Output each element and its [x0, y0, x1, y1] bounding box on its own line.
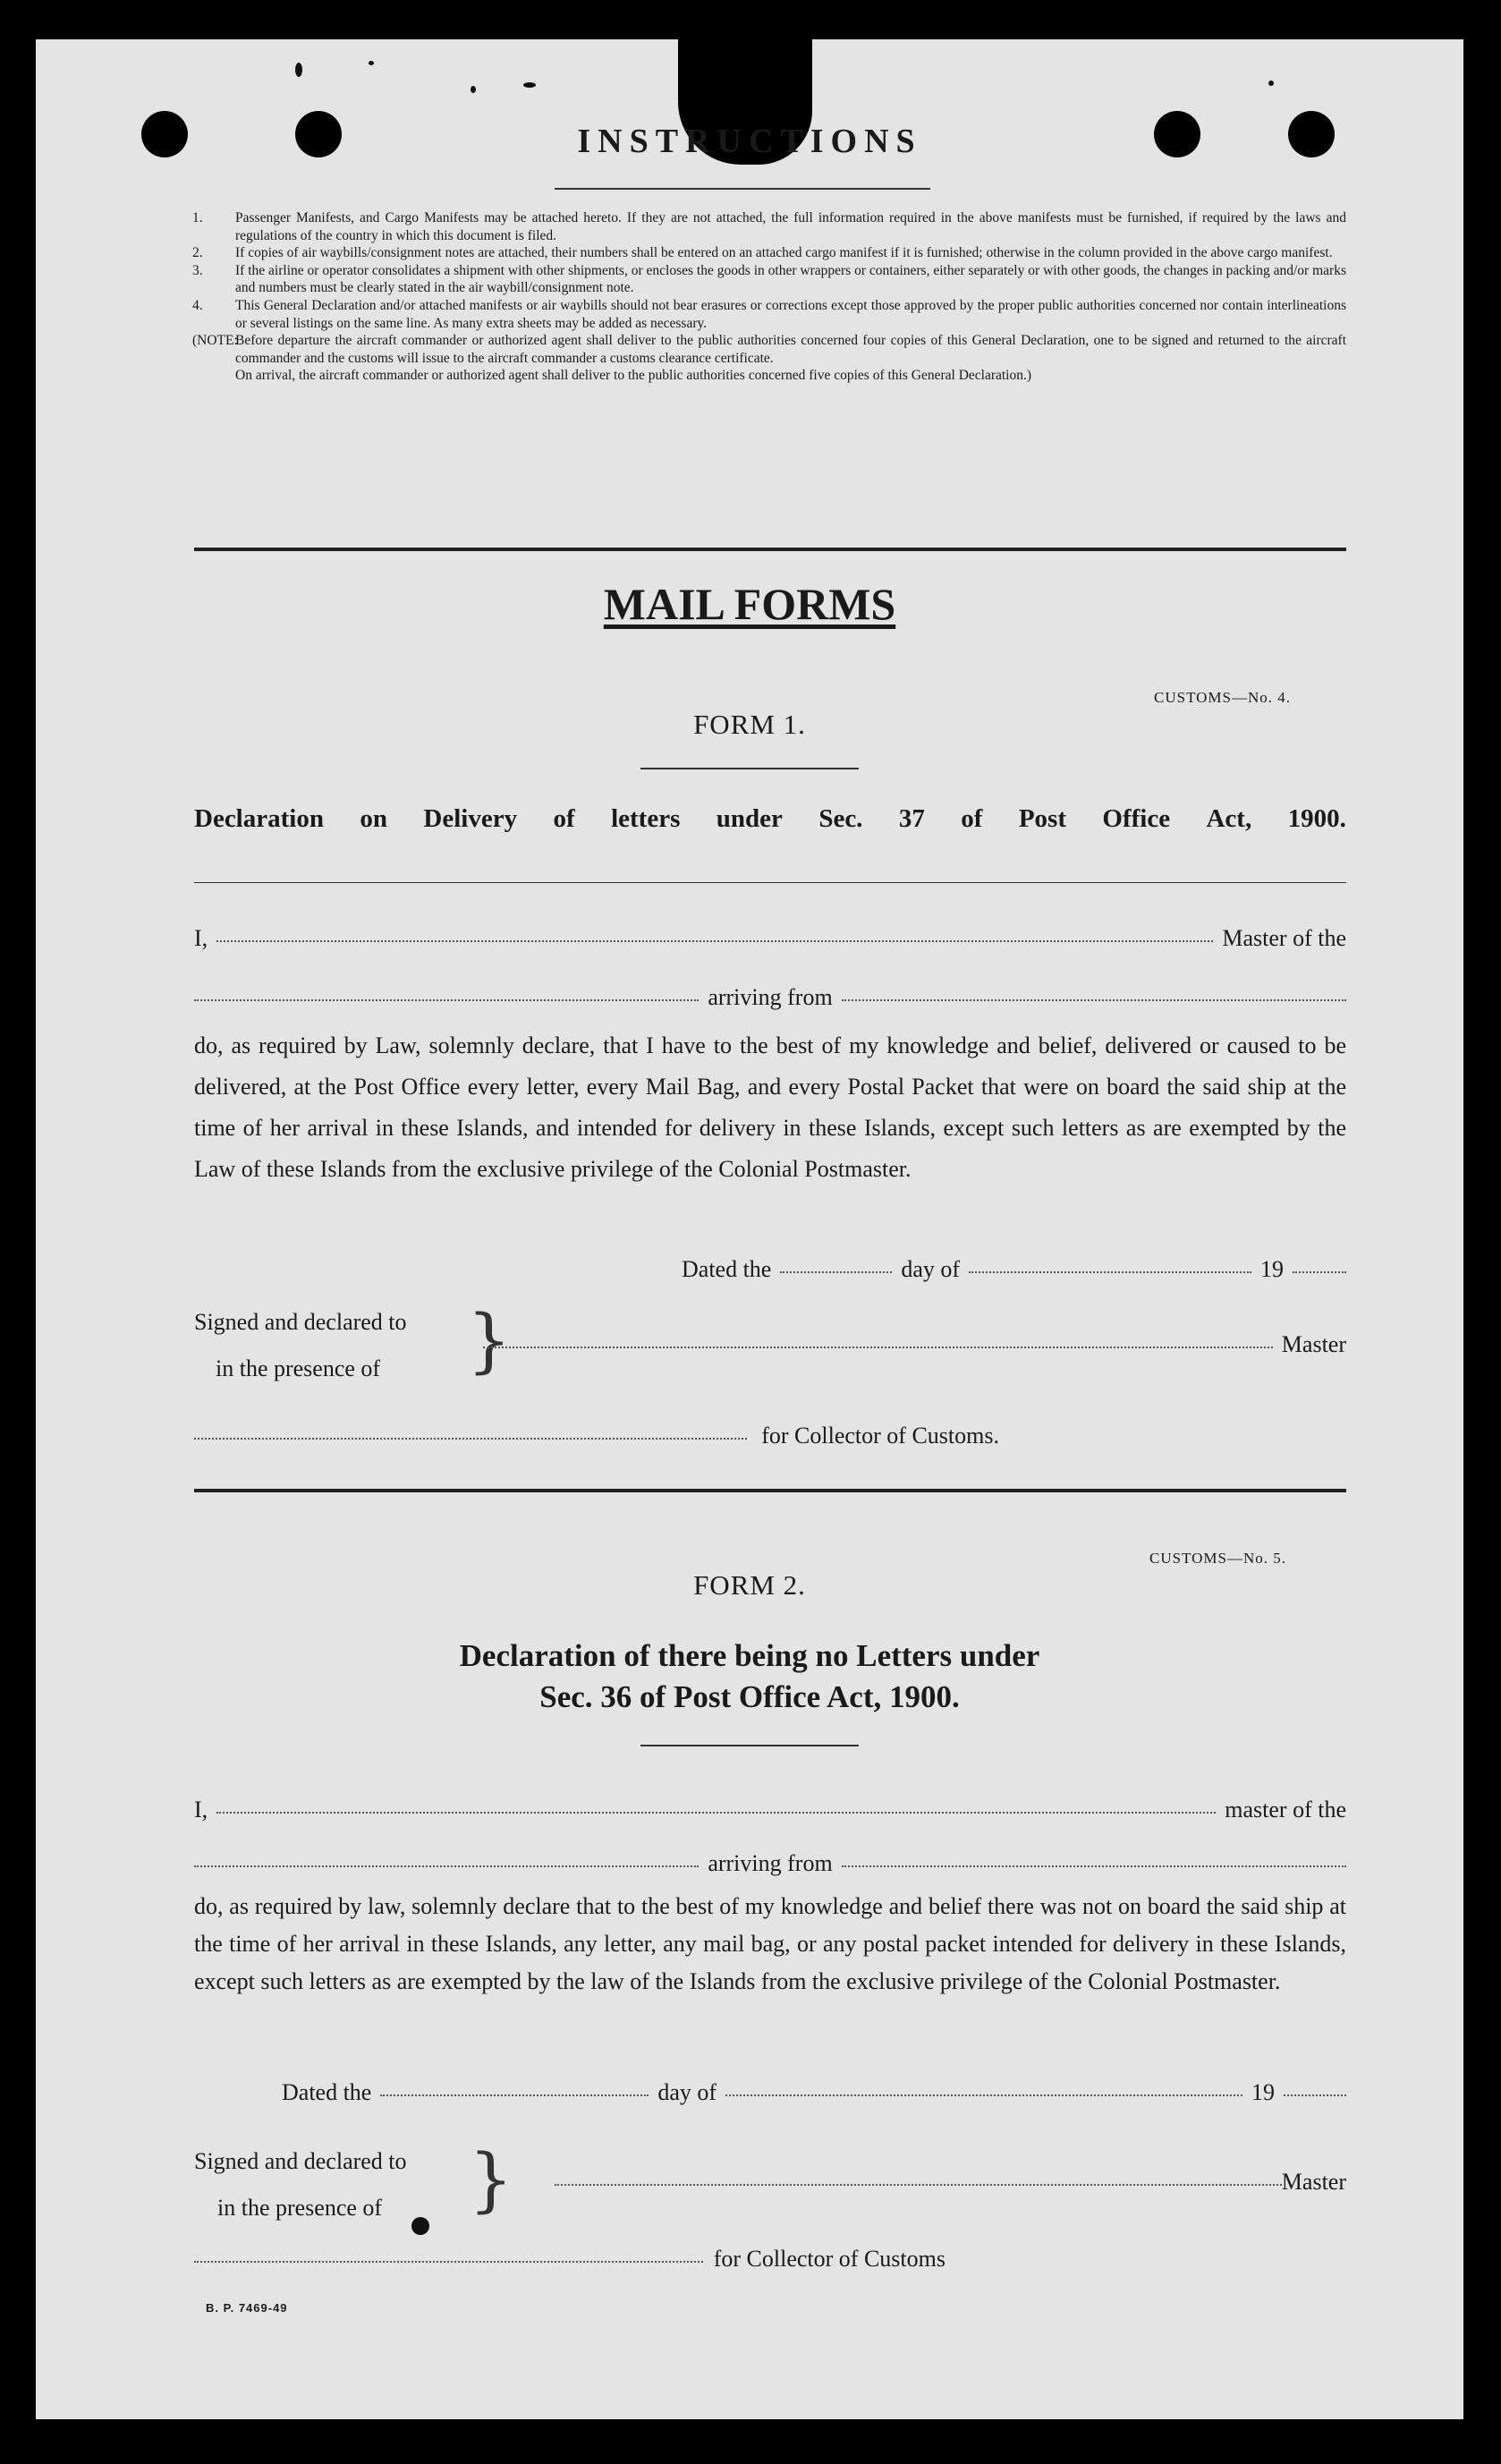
printer-code: B. P. 7469-49: [206, 2301, 288, 2315]
master-name-field[interactable]: [216, 1812, 1216, 1814]
origin-field[interactable]: [842, 1865, 1346, 1867]
form2-master-line: I, master of the: [194, 1797, 1346, 1823]
ink-speck: [369, 61, 374, 65]
origin-field[interactable]: [842, 999, 1346, 1001]
section-divider: [194, 1489, 1346, 1492]
form1-rule: [640, 768, 859, 769]
form1-master-sign-line: Master: [483, 1331, 1346, 1358]
instruction-item: 3. If the airline or operator consolidates a shipment with other shipments, or encloses the goods in other wrappers or containers, either separately or with other goods, the changes in packing and/or marks and numbers must be clearly stated in the air waybill/consignment note.: [192, 262, 1346, 296]
form2-declaration-title: Declaration of there being no Letters under Sec. 36 of Post Office Act, 1900.: [459, 1638, 1040, 1714]
document-page: [36, 39, 1463, 2419]
master-name-field[interactable]: [216, 940, 1213, 942]
instruction-item: 1. Passenger Manifests, and Cargo Manifests may be attached hereto. If they are not attached, the full information required in the above manifests must be furnished, if required by the laws and regulations of the country in which this document is filed.: [192, 210, 1346, 243]
ship-name-field[interactable]: [194, 1865, 699, 1867]
mail-forms-title: MAIL FORMS: [603, 579, 896, 629]
form1-master-line: I, Master of the: [194, 925, 1346, 951]
instruction-item: 4. This General Declaration and/or attached manifests or air waybills should not bear erasures or corrections except those approved by the proper public authorities concerned nor contain interlineations or several listings on the same line. As many extra sheets may be added as necessary.: [192, 297, 1346, 331]
dated-day-field[interactable]: [780, 1271, 892, 1273]
instruction-note: (NOTE: Before departure the aircraft commander or authorized agent shall deliver to the public authorities concerned four copies of this General Declaration, one to be signed and returned to the aircraft commander and the customs will issue to the aircraft commander a customs clearance certificate.: [192, 333, 1346, 366]
form2-dated-line: Dated the day of 19: [282, 2079, 1346, 2106]
dated-year-field[interactable]: [1293, 1271, 1346, 1273]
collector-signature-field[interactable]: [194, 2261, 703, 2263]
dated-year-field[interactable]: [1284, 2094, 1346, 2096]
form1-thin-rule: [194, 882, 1346, 883]
instructions-list: [192, 209, 1346, 385]
ink-speck: [523, 82, 536, 88]
form2-signed-label: Signed and declared to in the presence of: [194, 2148, 407, 2221]
brace: }: [469, 2140, 513, 2221]
form2-master-sign-line: Master: [555, 2169, 1346, 2196]
form2-arriving-line: arriving from: [194, 1850, 1346, 1877]
form1-collector-line: for Collector of Customs.: [194, 1423, 999, 1449]
dated-month-field[interactable]: [969, 1271, 1251, 1273]
form1-label: FORM 1.: [693, 709, 806, 740]
instruction-item: 2. If copies of air waybills/consignment notes are attached, their numbers shall be entered on an attached cargo manifest if it is furnished; otherwise in the column provided in the above cargo manifest.: [192, 245, 1333, 261]
form2-collector-line: for Collector of Customs: [194, 2246, 946, 2273]
form2-rule: [640, 1745, 859, 1746]
form1-signed-label: Signed and declared to in the presence of: [194, 1309, 407, 1381]
brace: }: [467, 1301, 512, 1381]
collector-signature-field[interactable]: [194, 1438, 747, 1440]
customs-number: CUSTOMS—No. 4.: [1154, 689, 1292, 706]
ink-speck: [471, 86, 476, 93]
customs-number: CUSTOMS—No. 5.: [1149, 1550, 1287, 1567]
form2-body: do, as required by law, solemnly declare that to the best of my knowledge and belief there was not on board the said ship at the time of her arrival in these Islands, any letter, any mail bag, or any postal packet intended for delivery in these Islands, except such letters as are exempted by the law of the Islands from the exclusive privilege of the Colonial Postmaster.: [194, 1893, 1346, 1994]
form2-label: FORM 2.: [693, 1569, 806, 1601]
form1-arriving-line: arriving from: [194, 984, 1346, 1011]
dated-day-field[interactable]: [380, 2094, 649, 2096]
form1-body: do, as required by Law, solemnly declare, that I have to the best of my knowledge and belief, delivered or caused to be delivered, at the Post Office every letter, every Mail Bag, and every Postal Packet that were on board the said ship at the time of her arrival in these Islands, and intended for delivery in these Islands, except such letters as are exempted by the Law of these Islands from the exclusive privilege of the Colonial Postmaster.: [194, 1032, 1346, 1182]
section-divider: [194, 548, 1346, 551]
form1-declaration-title: Declaration on Delivery of letters under Sec. 37 of Post Office Act, 1900.: [194, 804, 1346, 833]
master-signature-field[interactable]: [483, 1347, 1273, 1348]
master-signature-field[interactable]: [555, 2184, 1282, 2186]
ink-speck: [1268, 81, 1274, 86]
form1-dated-line: Dated the day of 19: [682, 1256, 1346, 1283]
ink-speck: [295, 63, 302, 77]
title-rule: [555, 188, 930, 190]
dated-month-field[interactable]: [725, 2094, 1242, 2096]
instruction-note-arrival: On arrival, the aircraft commander or authorized agent shall deliver to the public authorities concerned five copies of this General Declaration.): [235, 368, 1032, 384]
instructions-title: INSTRUCTIONS: [577, 123, 922, 160]
ink-blot: [411, 2217, 429, 2235]
ship-name-field[interactable]: [194, 999, 699, 1001]
